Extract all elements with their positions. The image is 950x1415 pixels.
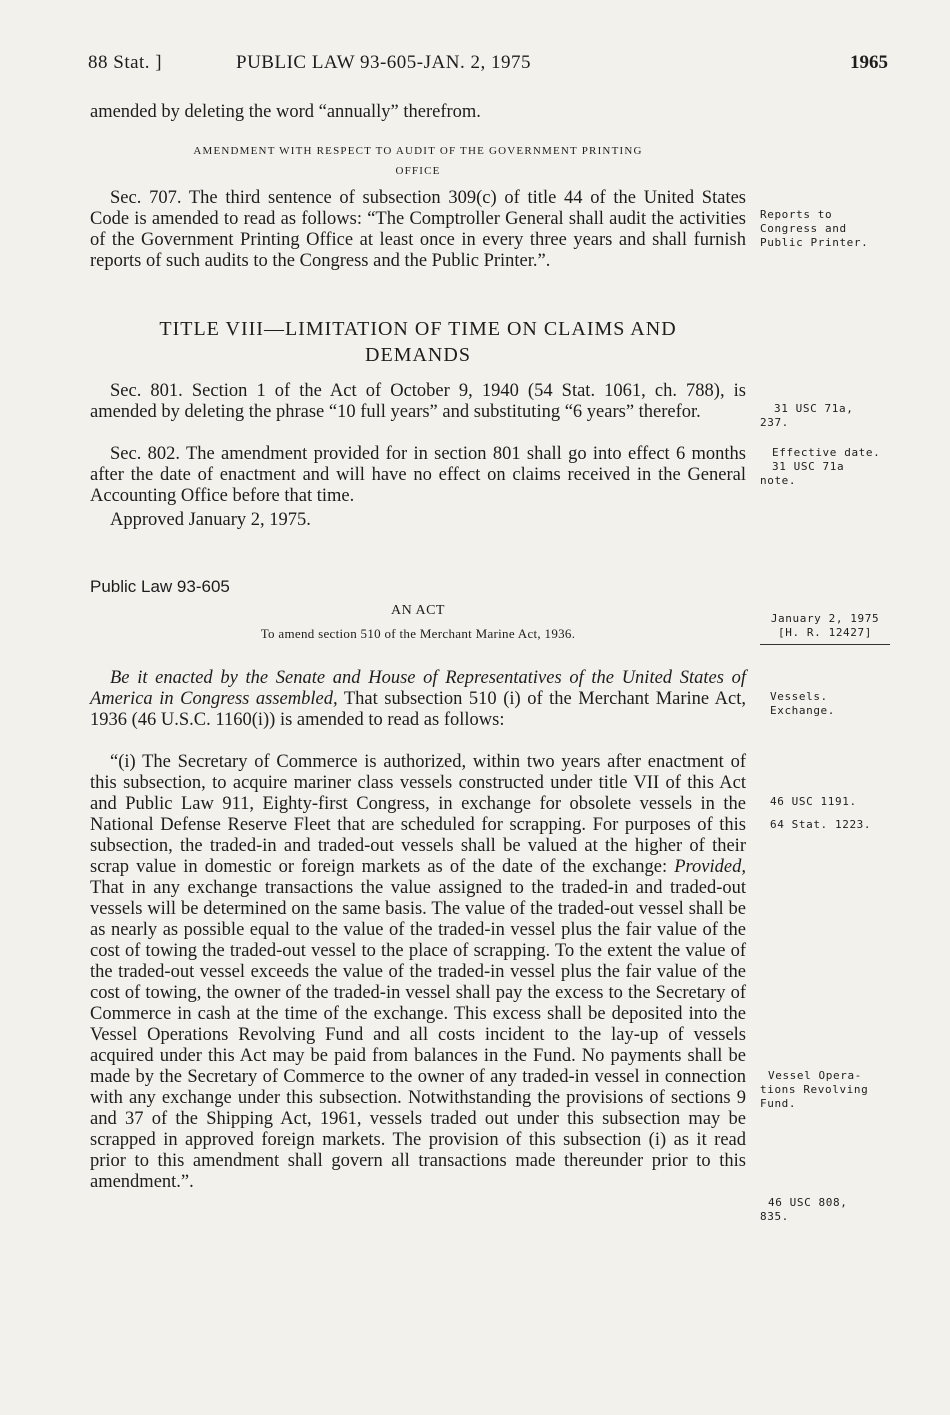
paragraph: Approved January 2, 1975. xyxy=(110,510,311,530)
note-line: Reports to xyxy=(760,208,833,221)
note-line: 64 Stat. 1223. xyxy=(770,818,872,831)
margin-note-usc71a xyxy=(760,402,890,430)
act-title xyxy=(90,624,746,644)
paragraph: Sec. 802. The amendment provided for in section 801 shall go into effect 6 months after the date of enactment and will have no effect on claims received in the General Accounting Office before that time. xyxy=(90,444,746,506)
stat-reference: 88 Stat. ] xyxy=(88,52,163,73)
note-line: Vessels. xyxy=(770,690,828,703)
title-viii-heading xyxy=(90,316,746,368)
section-707 xyxy=(90,188,746,272)
title-line: DEMANDS xyxy=(365,344,471,366)
heading-line: To amend section 510 of the Merchant Marine Act, 1936. xyxy=(260,626,576,641)
section-801 xyxy=(90,381,746,423)
enacting-formula: Be it enacted by the Senate and House of Representatives of the United States of America in Congress assembled, xyxy=(90,668,746,709)
margin-note-revolving-fund xyxy=(760,1069,890,1111)
enacting-text: That subsection 510 (i) of the Merchant Marine Act, 1936 (46 U.S.C. 1160(i)) is amended to read as follows: xyxy=(90,689,746,730)
paragraph xyxy=(90,668,746,731)
continuation-line xyxy=(90,102,746,123)
margin-note-usc1191 xyxy=(760,795,890,809)
note-line: 46 USC 1191. xyxy=(770,795,857,808)
note-line: Public Printer. xyxy=(760,236,869,249)
paragraph: Sec. 801. Section 1 of the Act of October 9, 1940 (54 Stat. 1061, ch. 788), is amended by deleting the phrase “10 full years” and substituting “6 years” therefor. xyxy=(90,381,746,422)
note-line: Effective date. xyxy=(772,446,881,459)
text-segment: “(i) The Secretary of Commerce is authorized, within two years after enactment of this subsection, to acquire mariner class vessels constructed under title VII of this Act and Public Law 911, Eighty-first Congress, in exchange for obsolete vessels in the National Defense Reserve Fleet that are scheduled for scrapping. For purposes of this subsection, the traded-in and traded-out vessels shall be valued at the higher of their scrap value in domestic or foreign markets as of the date of the exchange: xyxy=(90,752,746,877)
text-segment: That in any exchange transactions the value assigned to the traded-in and traded-out vessels will be determined on the same basis. The value of the traded-out vessel shall be as nearly as possible equal to the value of the traded-in vessel plus the fair value of the cost of towing the traded-out vessel to the place of scrapping. To the extent the value of the traded-out vessel exceeds the value of the traded-in vessel plus the fair value of the cost of towing, the owner of the traded-in vessel shall pay the excess to the Secretary of Commerce in cash at the time of the exchange. This excess shall be deposited into the Vessel Operations Revolving Fund and all costs incident to the lay-up of vessels acquired under this Act may be paid from balances in the Fund. No payments shall be made by the Secretary of Commerce to the owner of any traded-in vessel in connection with any exchange under this subsection. Notwithstanding the provisions of sections 9 and 37 of the Shipping Act, 1961, vessels traded out under this subsection may be scrapped in approved foreign markets. The provision of this subsection (i) as it read prior to this amendment shall govern all transactions made thereunder prior to this amendment.”. xyxy=(90,878,746,1192)
note-line: tions Revolving xyxy=(760,1083,869,1096)
margin-rule xyxy=(760,644,890,645)
note-line: Exchange. xyxy=(770,704,836,717)
public-law-number xyxy=(90,576,746,597)
note-line: Fund. xyxy=(760,1097,797,1110)
text-line: amended by deleting the word “annually” therefrom. xyxy=(90,102,481,122)
note-line: Vessel Opera- xyxy=(768,1069,862,1082)
note-line: January 2, 1975 xyxy=(770,612,880,625)
margin-note-vessels xyxy=(760,690,890,718)
paragraph: Sec. 707. The third sentence of subsection 309(c) of title 44 of the United States Code is amended to read as follows: “The Comptroller General shall audit the activities of the Government Printing Office at least once in every three years and shall furnish reports of such audits to the Congress and the Public Printer.”. xyxy=(90,188,746,271)
heading-line: AMENDMENT WITH RESPECT TO AUDIT OF THE GOVERNMENT PRINTING xyxy=(193,145,643,157)
margin-note-reports xyxy=(760,208,890,250)
text-line: Public Law 93-605 xyxy=(90,577,230,596)
heading-line: AN ACT xyxy=(391,603,445,618)
note-line: note. xyxy=(760,474,797,487)
margin-note-usc808 xyxy=(760,1196,890,1224)
note-line: 237. xyxy=(760,416,789,429)
note-line: 835. xyxy=(760,1210,789,1223)
margin-note-effective-date xyxy=(760,446,890,488)
note-line: 31 USC 71a, xyxy=(774,402,854,415)
note-line: 31 USC 71a xyxy=(772,460,845,473)
page-header xyxy=(88,52,888,82)
running-title: PUBLIC LAW 93-605-JAN. 2, 1975 xyxy=(236,52,531,73)
section-802 xyxy=(90,444,746,507)
note-line: [H. R. 12427] xyxy=(778,626,872,639)
note-line: 46 USC 808, xyxy=(768,1196,848,1209)
an-act-label xyxy=(90,601,746,621)
margin-note-date xyxy=(760,612,890,640)
page-number: 1965 xyxy=(850,52,888,73)
margin-note-stat1223 xyxy=(760,818,890,832)
section-heading-707 xyxy=(90,141,746,181)
proviso: Provided, xyxy=(674,857,746,877)
heading-line: OFFICE xyxy=(395,165,441,177)
title-line: TITLE VIII—LIMITATION OF TIME ON CLAIMS AND xyxy=(159,318,677,340)
paragraph xyxy=(90,752,746,1193)
approval-line xyxy=(90,510,746,531)
subsection-i xyxy=(90,752,746,1193)
enacting-clause xyxy=(90,668,746,731)
note-line: Congress and xyxy=(760,222,847,235)
